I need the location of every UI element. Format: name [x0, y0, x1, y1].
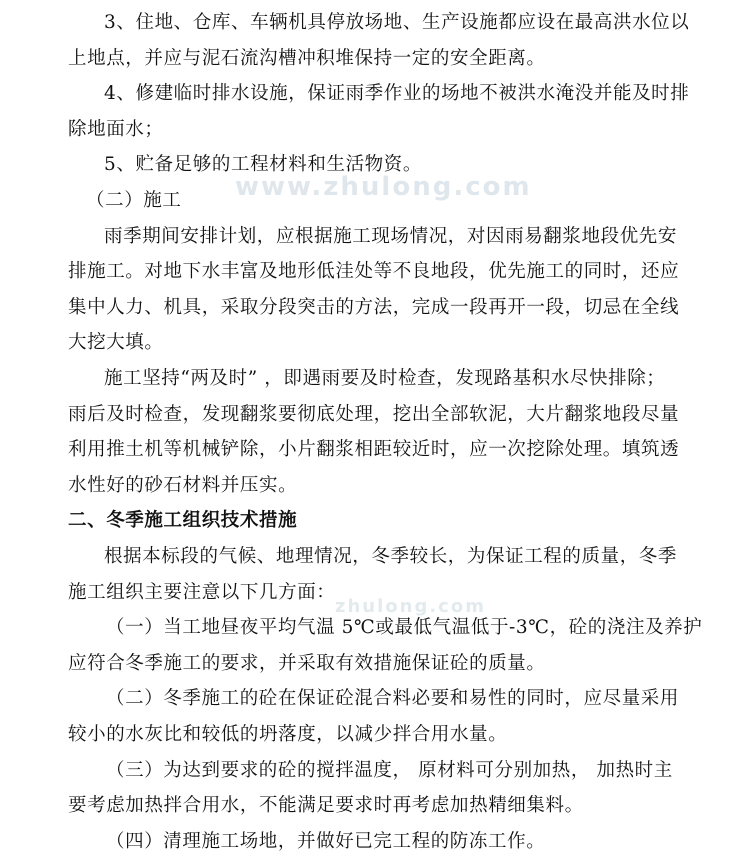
text-line: 除地面水； — [68, 118, 164, 140]
text-line: （一）当工地昼夜平均气温 5℃或最低气温低于-3℃，砼的浇注及养护 — [106, 617, 703, 639]
text-line: （二）施工 — [86, 190, 182, 211]
text-line: 4、修建临时排水设施，保证雨季作业的场地不被洪水淹没并能及时排 — [104, 83, 690, 105]
watermark-top: www.zhulong.com — [235, 172, 532, 202]
text-line: 雨后及时检查，发现翻浆要彻底处理，挖出全部软泥，大片翻浆地段尽量 — [68, 403, 680, 425]
text-line: （三）为达到要求的砼的搅拌温度， 原材料可分别加热， 加热时主 — [106, 759, 673, 781]
text-line: 施工组织主要注意以下几方面： — [68, 581, 336, 603]
text-line: （四）清理施工场地，并做好已完工程的防冻工作。 — [106, 830, 546, 852]
text-line: 根据本标段的气候、地理情况，冬季较长，为保证工程的质量，冬季 — [104, 546, 678, 567]
section-heading: 二、冬季施工组织技术措施 — [68, 510, 298, 532]
text-line: 排施工。对地下水丰富及地形低洼处等不良地段，优先施工的同时，还应 — [68, 261, 680, 283]
text-line: 上地点，并应与泥石流沟槽冲积堆保持一定的安全距离。 — [68, 47, 546, 69]
text-line: 水性好的砂石材料并压实。 — [68, 474, 298, 496]
text-line: （二）冬季施工的砼在保证砼混合料必要和易性的同时，应尽量采用 — [106, 688, 680, 710]
text-line: 3、住地、仓库、车辆机具停放场地、生产设施都应设在最高洪水位以 — [104, 12, 690, 33]
text-line: 应符合冬季施工的要求，并采取有效措施保证砼的质量。 — [68, 652, 546, 674]
watermark-bottom: zhulong.com — [335, 596, 486, 617]
text-line: 5、贮备足够的工程材料和生活物资。 — [104, 154, 422, 176]
text-line: 较小的水灰比和较低的坍落度，以减少拌合用水量。 — [68, 724, 508, 745]
text-line: 施工坚持“两及时” ，即遇雨要及时检查，发现路基积水尽快排除； — [104, 368, 666, 389]
text-line: 利用推土机等机械铲除，小片翻浆相距较近时，应一次挖除处理。填筑透 — [68, 439, 680, 461]
text-line: 雨季期间安排计划，应根据施工现场情况，对因雨易翻浆地段优先安 — [104, 225, 678, 247]
text-line: 集中人力、机具，采取分段突击的方法，完成一段再开一段，切忌在全线 — [68, 296, 680, 318]
text-line: 要考虑加热拌合用水，不能满足要求时再考虑加热精细集料。 — [68, 795, 584, 817]
text-line: 大挖大填。 — [68, 332, 164, 354]
